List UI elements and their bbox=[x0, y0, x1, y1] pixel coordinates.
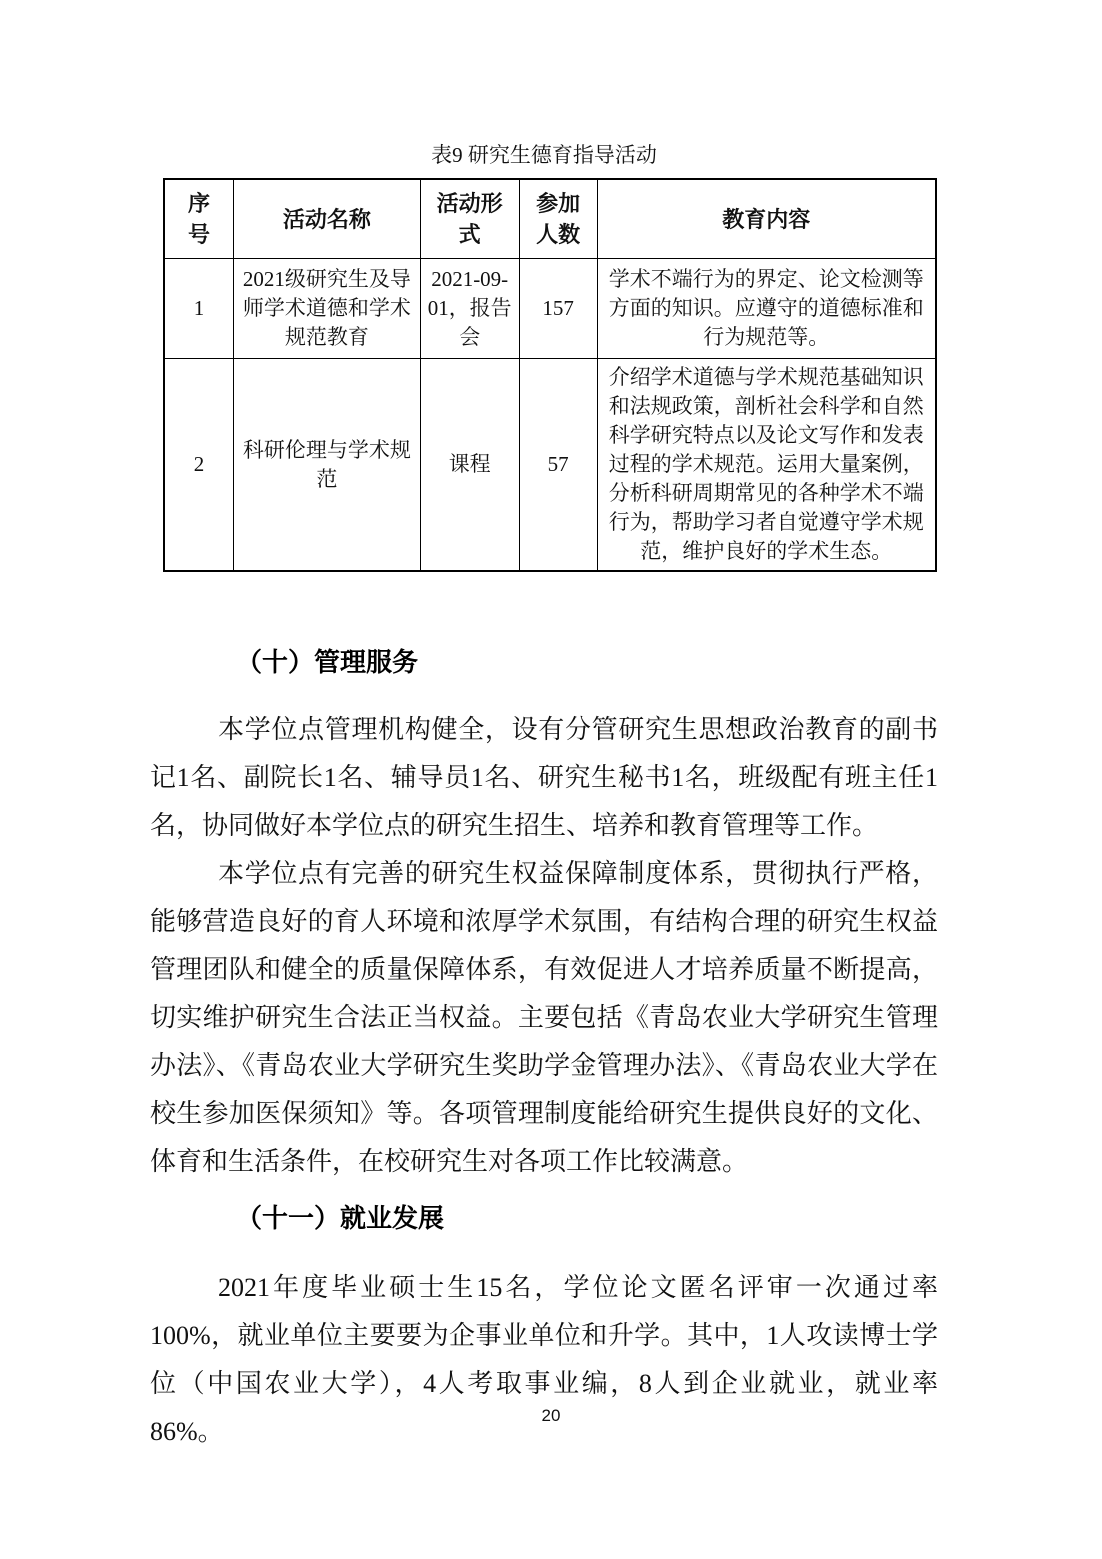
row-content: 学术不端行为的界定、论文检测等方面的知识。应遵守的道德标准和行为规范等。 bbox=[597, 259, 936, 359]
paragraph-employment-1: 2021年度毕业硕士生15名，学位论文匿名评审一次通过率100%，就业单位主要要为企事业单位和升学。其中，1人攻读博士学位（中国农业大学），4人考取事业编，8人到企业就业，就业率86%。 bbox=[150, 1273, 938, 1446]
table-row bbox=[164, 359, 936, 572]
row-count: 157 bbox=[519, 259, 597, 359]
page-number: 20 bbox=[541, 1406, 561, 1425]
col-header-no: 序号 bbox=[164, 179, 233, 259]
col-header-name: 活动名称 bbox=[233, 179, 420, 259]
row-name: 科研伦理与学术规范 bbox=[233, 359, 420, 572]
col-header-form: 活动形式 bbox=[420, 179, 519, 259]
page-content bbox=[150, 0, 938, 1456]
table-caption: 表9 研究生德育指导活动 bbox=[431, 143, 657, 167]
row-form: 课程 bbox=[420, 359, 519, 572]
col-header-count: 参加人数 bbox=[519, 179, 597, 259]
paragraph-management-1: 本学位点管理机构健全，设有分管研究生思想政治教育的副书记1名、副院长1名、辅导员1名、研究生秘书1名，班级配有班主任1名，协同做好本学位点的研究生招生、培养和教育管理等工作。 bbox=[150, 715, 938, 840]
moral-education-table bbox=[163, 178, 937, 572]
row-no: 2 bbox=[164, 359, 233, 572]
table-row bbox=[164, 259, 936, 359]
row-content: 介绍学术道德与学术规范基础知识和法规政策，剖析社会科学和自然科学研究特点以及论文写作和发表过程的学术规范。运用大量案例，分析科研周期常见的各种学术不端行为，帮助学习者自觉遵守学术规范，维护良好的学术生态。 bbox=[597, 359, 936, 572]
row-form: 2021-09-01，报告会 bbox=[420, 259, 519, 359]
col-header-content: 教育内容 bbox=[597, 179, 936, 259]
row-count: 57 bbox=[519, 359, 597, 572]
row-no: 1 bbox=[164, 259, 233, 359]
section-heading-employment-development: （十一）就业发展 bbox=[236, 1204, 445, 1233]
table-header-row bbox=[164, 179, 936, 259]
paragraph-management-2: 本学位点有完善的研究生权益保障制度体系，贯彻执行严格，能够营造良好的育人环境和浓厚学术氛围，有结构合理的研究生权益管理团队和健全的质量保障体系，有效促进人才培养质量不断提高，切实维护研究生合法正当权益。主要包括《青岛农业大学研究生管理办法》、《青岛农业大学研究生奖助学金管理办法》、《青岛农业大学在校生参加医保须知》等。各项管理制度能给研究生提供良好的文化、体育和生活条件，在校研究生对各项工作比较满意。 bbox=[150, 859, 938, 1176]
section-heading-management-services: （十）管理服务 bbox=[236, 648, 419, 677]
row-name: 2021级研究生及导师学术道德和学术规范教育 bbox=[233, 259, 420, 359]
